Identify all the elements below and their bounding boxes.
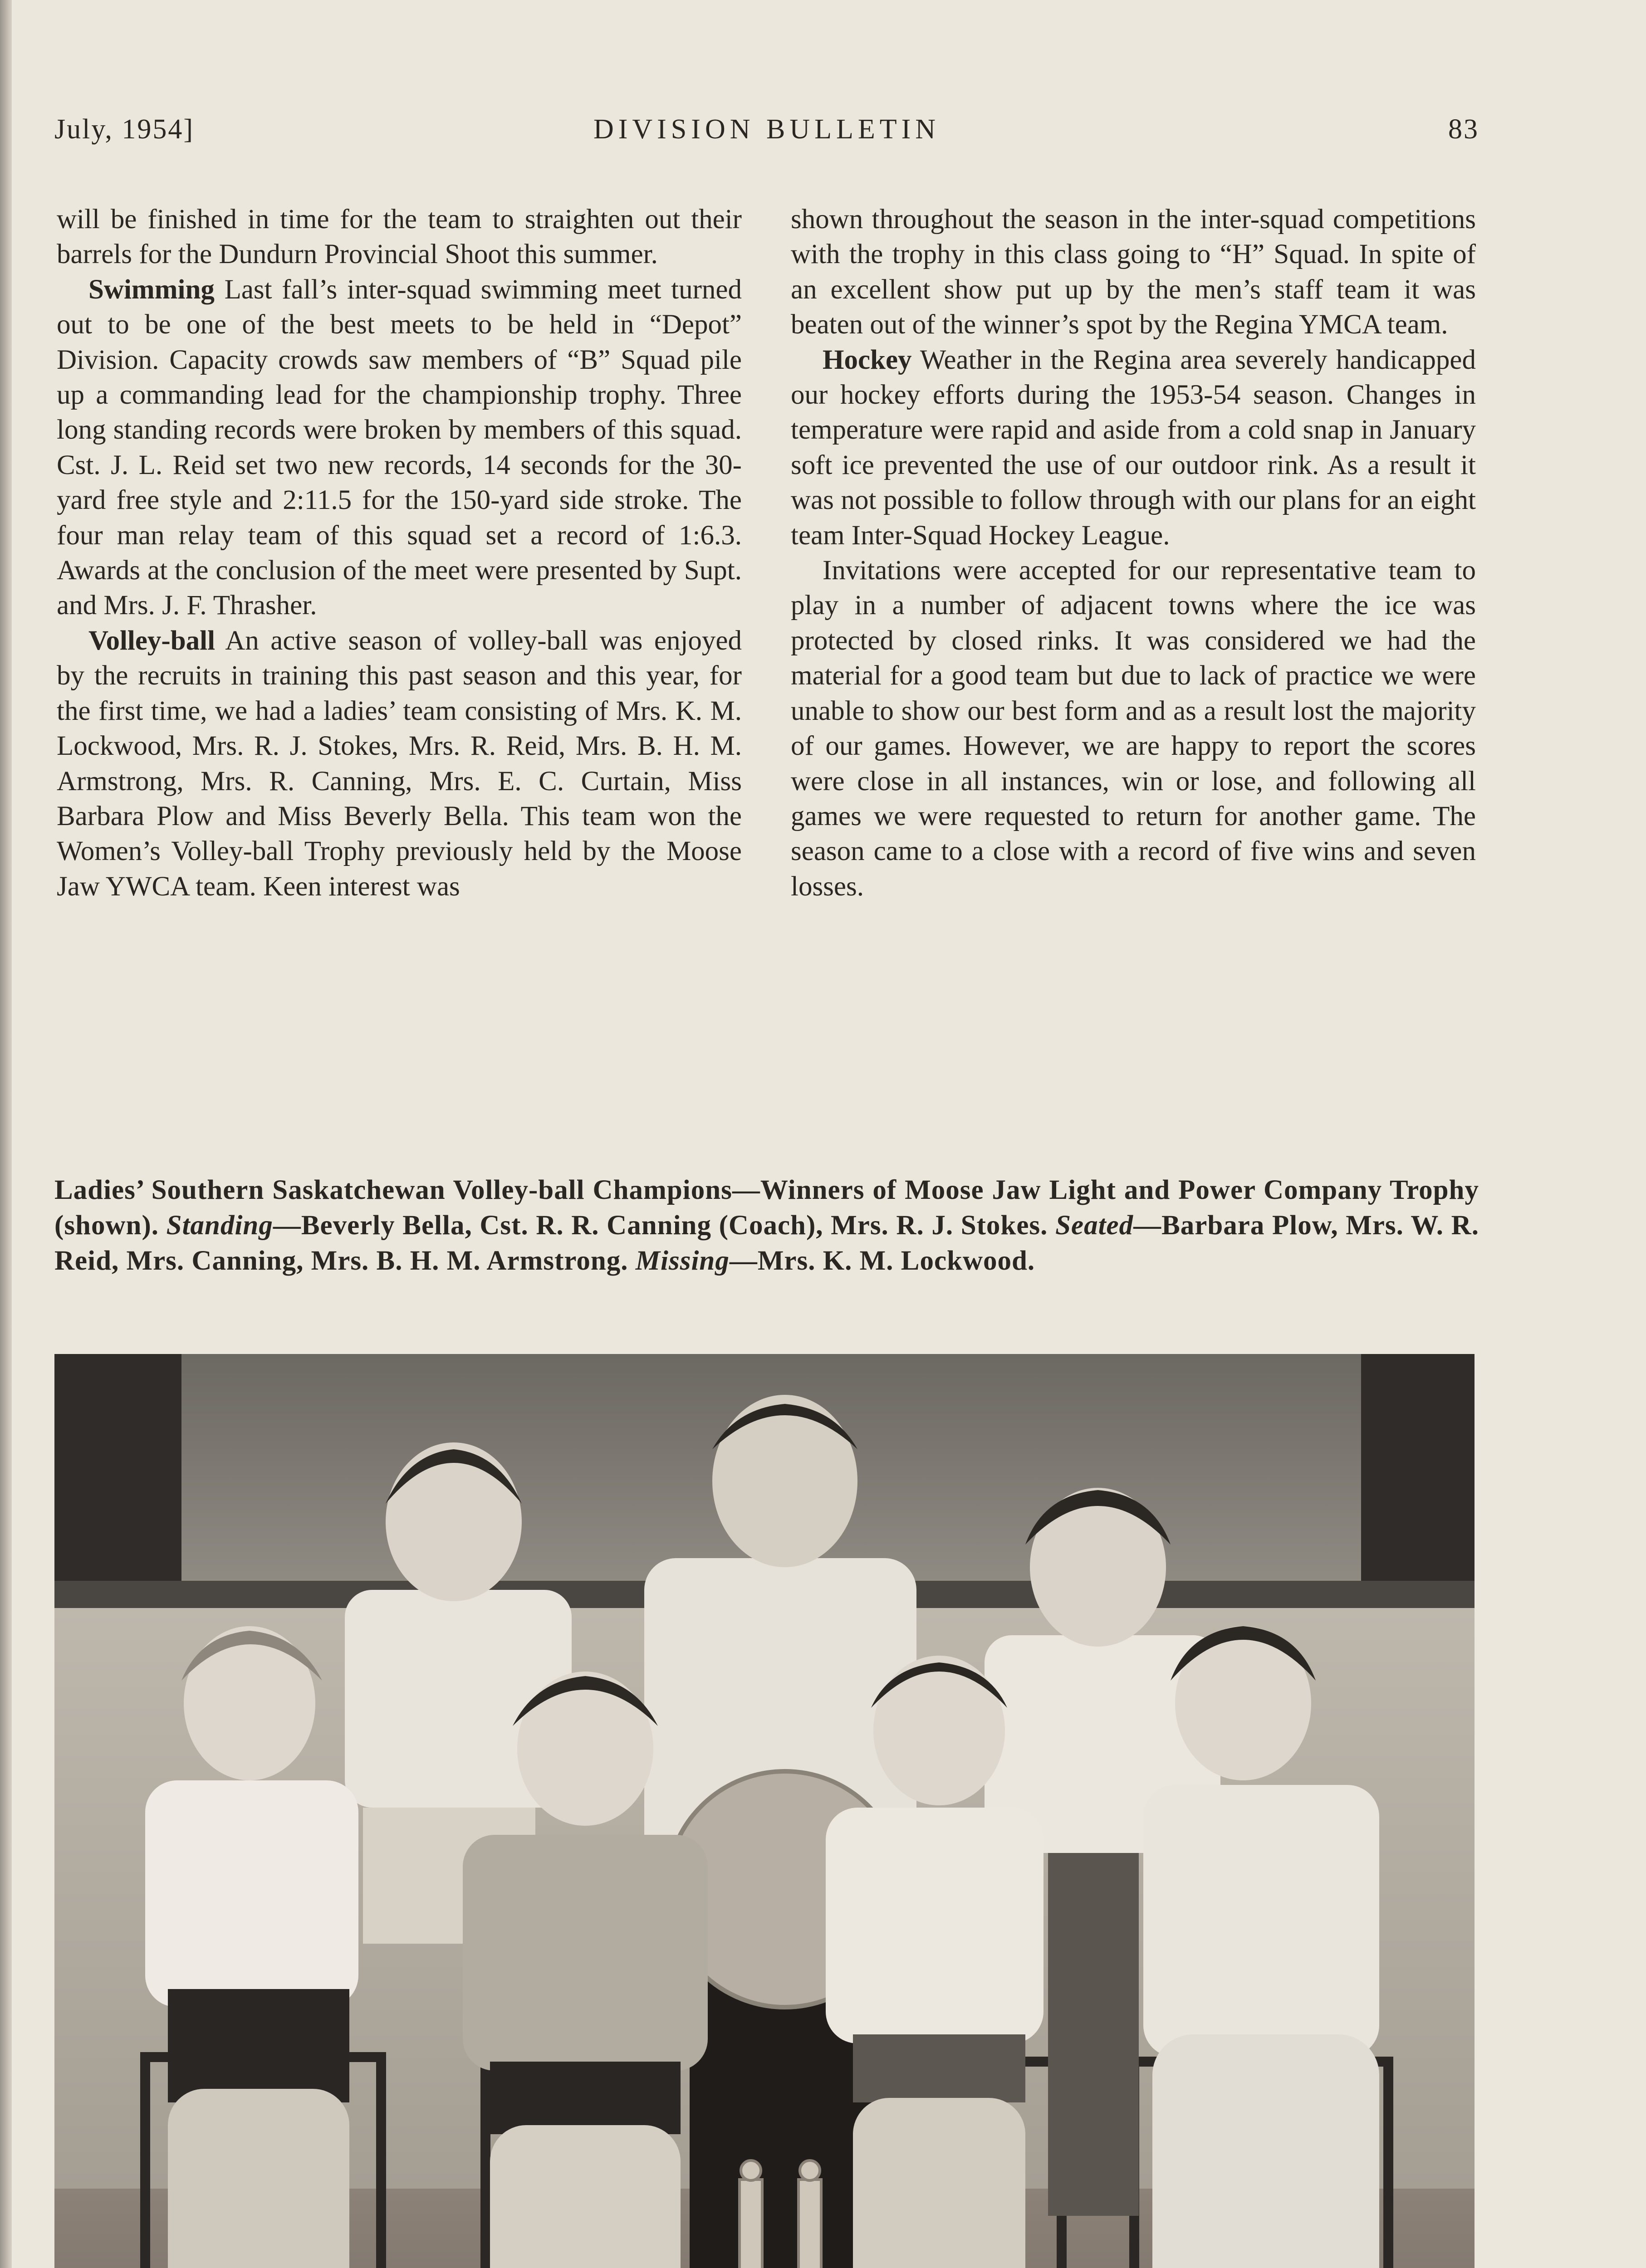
- paragraph-hockey: [791, 342, 1476, 553]
- caption-seated-names: —Barbara Plow, Mrs. W. R. Reid, Mrs. Canning, Mrs. B. H. M. Armstrong.: [54, 1210, 1479, 1276]
- caption-missing-names: —Mrs. K. M. Lockwood.: [729, 1246, 1035, 1276]
- paragraph-volleyball: [57, 623, 742, 904]
- paragraph-swimming: [57, 272, 742, 623]
- paragraph-invitations: Invitations were accepted for our representative team to play in a number of adjacent towns where the ice was protected by closed rinks. It was considered we had the material for a good team but due to lack of practice we were unable to show our best form and as a result lost the majority of our games. However, we are happy to report the scores were close in all instances, win or lose, and following all games we were requested to return for another game. The season came to a close with a record of five wins and seven losses.: [791, 555, 1476, 902]
- running-header: [54, 113, 1479, 154]
- paragraph-inter-squad: shown throughout the season in the inter-squad competitions with the trophy in this class going to “H” Squad. In spite of an excellent show put up by the men’s staff team it was beaten out of the winner’s spot by the Regina YMCA team.: [791, 204, 1476, 340]
- caption-standing-label: Standing: [166, 1210, 273, 1241]
- article-body: [57, 202, 1481, 1145]
- heading-hockey: Hockey: [823, 344, 912, 375]
- heading-volleyball: Volley-ball: [88, 625, 216, 656]
- paragraph-hockey-text: Weather in the Regina area severely handicapped our hockey efforts during the 1953-54 season. Changes in temperature were rapid and aside from a cold snap in January soft ice prevented the use of our outdoor rink. As a result it was not possible to follow through with our plans for an eight team Inter-Squad Hockey League.: [791, 344, 1476, 551]
- photo-caption: [54, 1173, 1479, 1279]
- caption-seated-label: Seated: [1055, 1210, 1134, 1241]
- paragraph-swimming-text: Last fall’s inter-squad swimming meet turned out to be one of the best meets to be held in “Depot” Division. Capacity crowds saw members of “B” Squad pile up a commanding lead for the championship trophy. Three long standing records were broken by members of this squad. Cst. J. L. Reid set two new records, 14 seconds for the 30-yard free style and 2:11.5 for the 150-yard side stroke. The four man relay team of this squad set a record of 1:6.3. Awards at the conclusion of the meet were presented by Supt. and Mrs. J. F. Thrasher.: [57, 274, 742, 621]
- paragraph-dundurn: will be finished in time for the team to straighten out their barrels for the Dundurn Provincial Shoot this summer.: [57, 204, 742, 270]
- caption-title: Ladies’ Southern Saskatchewan Volley-ball Champions—Winners of Moose Jaw Light and Power Company Trophy (shown).: [54, 1175, 1479, 1241]
- page-binding-edge: [0, 0, 12, 2268]
- caption-standing-names: —Beverly Bella, Cst. R. R. Canning (Coach), Mrs. R. J. Stokes.: [273, 1210, 1056, 1241]
- caption-missing-label: Missing: [635, 1246, 730, 1276]
- team-photograph: [54, 1354, 1475, 2268]
- page-number: 83: [1448, 114, 1479, 145]
- publication-title: DIVISION BULLETIN: [593, 114, 941, 145]
- paragraph-volleyball-text: An active season of volley-ball was enjoyed by the recruits in training this past season and this year, for the first time, we had a ladies’ team consisting of Mrs. K. M. Lockwood, Mrs. R. J. Stokes, Mrs. R. Reid, Mrs. B. H. M. Armstrong, Mrs. R. Canning, Mrs. E. C. Curtain, Miss Barbara Plow and Miss Beverly Bella. This team won the Women’s Volley-ball Trophy previously held by the Moose Jaw YWCA team. Keen interest was: [57, 625, 742, 902]
- left-column: [57, 202, 742, 904]
- right-column: [791, 202, 1476, 904]
- heading-swimming: Swimming: [88, 274, 215, 305]
- issue-date: July, 1954]: [54, 114, 194, 145]
